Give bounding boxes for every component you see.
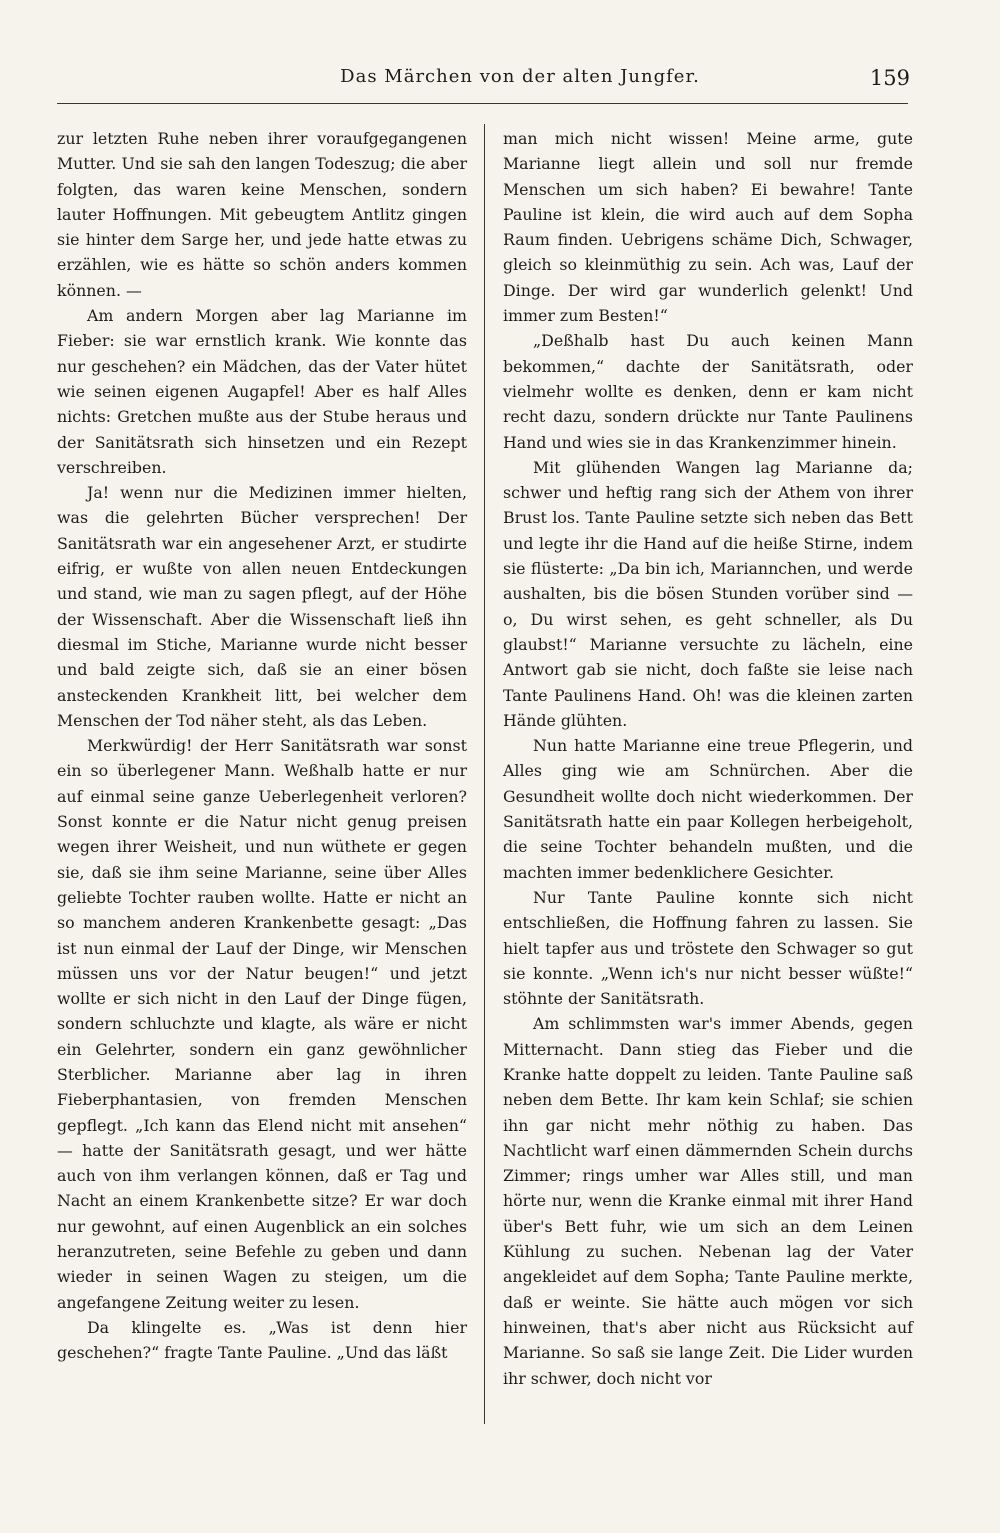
- paragraph: Am andern Morgen aber lag Marianne im Fieber: sie war ernstlich krank. Wie konnte das nur geschehen? ein Mädchen, das der Vater hütet wie seinen eigenen Augapfel! Aber es half Alles nichts: Gretchen mußte aus der Stube heraus und der Sanitätsrath sich hinsetzen und ein Rezept verschreiben.: [57, 306, 467, 477]
- paragraph: man mich nicht wissen! Meine arme, gute Marianne liegt allein und soll nur fremde Menschen um sich haben? Ei bewahre! Tante Pauline ist klein, die wird auch auf dem Sopha Raum finden. Uebrigens schäme Dich, Schwager, gleich so kleinmüthig zu sein. Ach was, Lauf der Dinge. Der wird gar wunderlich gelenkt! Und immer zum Besten!“: [503, 129, 913, 326]
- page-header: [0, 66, 1000, 102]
- paragraph: „Deßhalb hast Du auch keinen Mann bekommen,“ dachte der Sanitätsrath, oder vielmehr wollte es denken, denn er kam nicht recht dazu, sondern drückte nur Tante Paulinens Hand und wies sie in das Krankenzimmer hinein.: [503, 331, 913, 452]
- right-column: [503, 126, 913, 1426]
- paragraph: Merkwürdig! der Herr Sanitätsrath war sonst ein so überlegener Mann. Weßhalb hatte er nur auf einmal seine ganze Ueberlegenheit verloren? Sonst konnte er die Natur nicht genug preisen wegen ihrer Weisheit, und nun wüthete er gegen sie, daß sie ihm seine Marianne, seine über Alles geliebte Tochter rauben wollte. Hatte er nicht an so manchem anderen Krankenbette gesagt: „Das ist nun einmal der Lauf der Dinge, wir Menschen müssen uns vor der Natur beugen!“ und jetzt wollte er sich nicht in den Lauf der Dinge fügen, sondern schluchzte und klagte, als wäre er nicht ein Gelehrter, sondern ein ganz gewöhnlicher Sterblicher. Marianne aber lag in ihren Fieberphantasien, von fremden Menschen gepflegt. „Ich kann das Elend nicht mit ansehen“ — hatte der Sanitätsrath gesagt, und wer hätte auch von ihm verlangen können, daß er Tag und Nacht an einem Krankenbette sitze? Er war doch nur gewohnt, auf einen Augenblick an ein solches heranzutreten, seine Befehle zu geben und dann wieder in seinen Wagen zu steigen, um die angefangene Zeitung weiter zu lesen.: [57, 736, 467, 1312]
- paragraph: Da klingelte es. „Was ist denn hier geschehen?“ fragte Tante Pauline. „Und das läßt: [57, 1317, 467, 1363]
- paragraph: Mit glühenden Wangen lag Marianne da; schwer und heftig rang sich der Athem von ihrer Brust los. Tante Pauline setzte sich neben das Bett und legte ihr die Hand auf die heiße Stirne, indem sie flüsterte: „Da bin ich, Mariannchen, und werde aushalten, bis die bösen Stunden vorüber sind — o, Du wirst sehen, es geht schneller, als Du glaubst!“ Marianne versuchte zu lächeln, eine Antwort gab sie nicht, doch faßte sie leise nach Tante Paulinens Hand. Oh! was die kleinen zarten Hände glühten.: [503, 457, 913, 730]
- paragraph: Am schlimmsten war's immer Abends, gegen Mitternacht. Dann stieg das Fieber und die Kranke hatte doppelt zu leiden. Tante Pauline saß neben dem Bette. Ihr kam kein Schlaf; sie schien ihn gar nicht mehr nöthig zu haben. Das Nachtlicht warf einen dämmernden Schein durchs Zimmer; rings umher war Alles still, und man hörte nur, wenn die Kranke einmal mit ihrer Hand über's Bett fuhr, wie um sich an dem Leinen Kühlung zu suchen. Nebenan lag der Vater angekleidet auf dem Sopha; Tante Pauline merkte, daß er weinte. Sie hätte auch mögen vor sich hinweinen, that's aber nicht aus Rücksicht auf Marianne. So saß sie lange Zeit. Die Lider wurden ihr schwer, doch nicht vor: [503, 1014, 913, 1388]
- paragraph: Nun hatte Marianne eine treue Pflegerin, und Alles ging wie am Schnürchen. Aber die Gesundheit wollte doch nicht wiederkommen. Der Sanitätsrath hatte ein paar Kollegen herbeigeholt, die seine Tochter behandeln mußten, und die machten immer bedenklichere Gesichter.: [503, 736, 913, 882]
- running-title: Das Märchen von der alten Jungfer.: [340, 66, 700, 87]
- paragraph: Ja! wenn nur die Medizinen immer hielten, was die gelehrten Bücher versprechen! Der Sanitätsrath war ein angesehener Arzt, er studirte eifrig, er wußte von allen neuen Entdeckungen und stand, wie man zu sagen pflegt, auf der Höhe der Wissenschaft. Aber die Wissenschaft ließ ihn diesmal im Stiche, Marianne wurde nicht besser und bald zeigte sich, daß sie an einer bösen ansteckenden Krankheit litt, bei welcher dem Menschen der Tod näher steht, als das Leben.: [57, 483, 467, 730]
- paragraph: zur letzten Ruhe neben ihrer voraufgegangenen Mutter. Und sie sah den langen Todeszug; die aber folgten, das waren keine Menschen, sondern lauter Hoffnungen. Mit gebeugtem Antlitz gingen sie hinter dem Sarge her, und jede hatte etwas zu erzählen, wie es hätte so schön anders kommen können. —: [57, 129, 467, 300]
- header-rule: [57, 103, 908, 104]
- page-number: 159: [869, 66, 910, 90]
- left-column: [57, 126, 467, 1426]
- paragraph: Nur Tante Pauline konnte sich nicht entschließen, die Hoffnung fahren zu lassen. Sie hielt tapfer aus und tröstete den Schwager so gut sie konnte. „Wenn ich's nur nicht besser wüßte!“ stöhnte der Sanitätsrath.: [503, 887, 913, 1009]
- column-divider: [484, 124, 485, 1424]
